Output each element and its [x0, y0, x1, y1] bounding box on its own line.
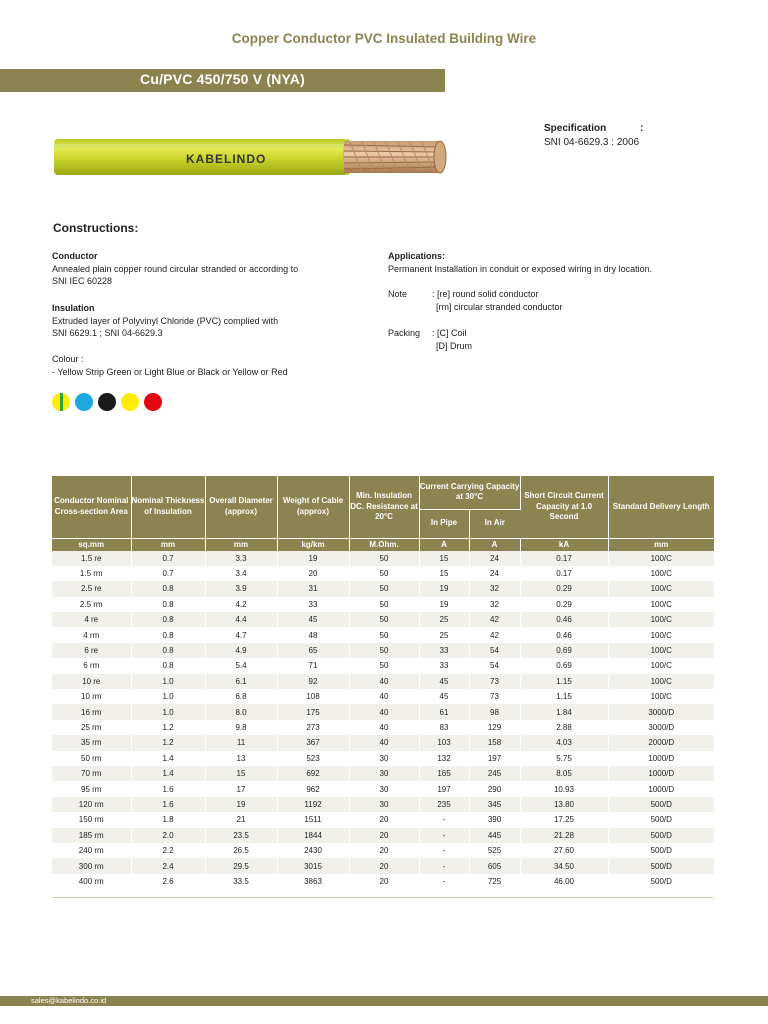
swatch-black: [98, 393, 116, 411]
table-cell: 1.4: [131, 751, 205, 766]
table-cell: 500/D: [608, 843, 714, 858]
table-cell: 54: [469, 658, 520, 673]
table-cell: 40: [349, 735, 419, 750]
table-row: [52, 551, 714, 566]
table-cell: 132: [419, 751, 469, 766]
colour-label: Colour :: [52, 354, 84, 364]
spec-table: [52, 476, 714, 889]
table-cell: 21.28: [520, 828, 608, 843]
table-cell: -: [419, 828, 469, 843]
table-cell: 21: [205, 812, 277, 827]
table-row: [52, 781, 714, 796]
table-cell: 4.4: [205, 612, 277, 627]
table-cell: 15: [205, 766, 277, 781]
table-cell: 45: [419, 674, 469, 689]
table-cell: 300 rm: [52, 858, 131, 873]
subtitle: Cu/PVC 450/750 V (NYA): [140, 71, 305, 87]
table-cell: 33.5: [205, 874, 277, 889]
table-row: [52, 627, 714, 642]
table-cell: 3000/D: [608, 704, 714, 719]
table-cell: 4 rm: [52, 627, 131, 642]
document-title: Copper Conductor PVC Insulated Building Wire: [231, 31, 537, 46]
table-cell: 245: [469, 766, 520, 781]
unit-cell: kg/km: [277, 538, 349, 551]
table-cell: 15: [419, 551, 469, 566]
table-cell: 23.5: [205, 828, 277, 843]
table-cell: 500/D: [608, 858, 714, 873]
table-cell: 1.2: [131, 735, 205, 750]
unit-cell: kA: [520, 538, 608, 551]
unit-cell: sq.mm: [52, 538, 131, 551]
table-cell: 0.46: [520, 627, 608, 642]
table-row: [52, 658, 714, 673]
table-row: [52, 812, 714, 827]
table-cell: 65: [277, 643, 349, 658]
table-cell: 98: [469, 704, 520, 719]
table-cell: 525: [469, 843, 520, 858]
header-in-pipe: In Pipe: [419, 509, 469, 538]
table-cell: 120 rm: [52, 797, 131, 812]
table-cell: 20: [277, 566, 349, 581]
table-cell: 20: [349, 828, 419, 843]
table-cell: 523: [277, 751, 349, 766]
table-cell: 4.2: [205, 597, 277, 612]
insulation-line1: Extruded layer of Polyvinyl Chloride (PVC) complied with: [52, 315, 279, 326]
table-cell: 50: [349, 612, 419, 627]
table-cell: 73: [469, 674, 520, 689]
table-cell: 108: [277, 689, 349, 704]
table-cell: 33: [277, 597, 349, 612]
table-cell: 50: [349, 627, 419, 642]
table-cell: 2.4: [131, 858, 205, 873]
table-cell: 83: [419, 720, 469, 735]
table-cell: 33: [419, 643, 469, 658]
table-row: [52, 828, 714, 843]
table-cell: 1.84: [520, 704, 608, 719]
table-cell: 25 rm: [52, 720, 131, 735]
table-cell: 27.60: [520, 843, 608, 858]
table-cell: 240 rm: [52, 843, 131, 858]
table-cell: 0.7: [131, 566, 205, 581]
table-cell: 1.0: [131, 674, 205, 689]
specification-value: SNI 04-6629.3 : 2006: [544, 137, 640, 148]
table-cell: 185 rm: [52, 828, 131, 843]
table-cell: 400 rm: [52, 874, 131, 889]
table-cell: 20: [349, 874, 419, 889]
table-cell: 13.80: [520, 797, 608, 812]
table-cell: 6 rm: [52, 658, 131, 673]
table-row: [52, 612, 714, 627]
table-cell: 3863: [277, 874, 349, 889]
table-cell: 0.29: [520, 597, 608, 612]
header-delivery: Standard Delivery Length: [608, 476, 714, 538]
table-cell: 197: [469, 751, 520, 766]
table-row: [52, 704, 714, 719]
table-cell: 19: [205, 797, 277, 812]
table-cell: 3015: [277, 858, 349, 873]
table-cell: 10 re: [52, 674, 131, 689]
subtitle-bar: [0, 69, 445, 92]
table-cell: 25: [419, 627, 469, 642]
header-thickness: Nominal Thickness of Insulation: [131, 476, 205, 538]
table-cell: -: [419, 858, 469, 873]
table-row: [52, 643, 714, 658]
table-row: [52, 797, 714, 812]
table-row: [52, 858, 714, 873]
conductor-line2: SNI IEC 60228: [52, 276, 113, 286]
table-row: [52, 874, 714, 889]
table-cell: 500/D: [608, 812, 714, 827]
conductor-line1: Annealed plain copper round circular stranded or according to: [52, 263, 299, 274]
table-cell: 197: [419, 781, 469, 796]
table-cell: 20: [349, 858, 419, 873]
header-current: Current Carrying Capacity at 30°C: [419, 476, 520, 509]
table-cell: 692: [277, 766, 349, 781]
table-cell: 8.0: [205, 704, 277, 719]
table-cell: 1.2: [131, 720, 205, 735]
table-cell: 11: [205, 735, 277, 750]
conductor-label: Conductor: [52, 251, 98, 261]
table-cell: 33: [419, 658, 469, 673]
table-cell: 2000/D: [608, 735, 714, 750]
header-in-air: In Air: [469, 509, 520, 538]
footer-email: sales@kabelindo.co.id: [31, 996, 107, 1005]
table-cell: 100/C: [608, 566, 714, 581]
table-cell: 445: [469, 828, 520, 843]
units-row: [52, 538, 714, 551]
table-cell: 0.8: [131, 658, 205, 673]
table-row: [52, 689, 714, 704]
header-area: Conductor Nominal Cross-section Area: [52, 476, 131, 538]
table-cell: 6 re: [52, 643, 131, 658]
table-cell: 0.17: [520, 551, 608, 566]
packing-line2: [D] Drum: [436, 340, 472, 351]
table-cell: 19: [419, 581, 469, 596]
colour-swatches: [52, 393, 167, 411]
table-cell: 165: [419, 766, 469, 781]
table-cell: 1511: [277, 812, 349, 827]
table-cell: 40: [349, 720, 419, 735]
swatch-yellow-green: [52, 393, 70, 411]
table-row: [52, 720, 714, 735]
table-bottom-line: [52, 897, 714, 898]
table-cell: 390: [469, 812, 520, 827]
table-cell: 50 rm: [52, 751, 131, 766]
table-cell: 0.29: [520, 581, 608, 596]
table-cell: -: [419, 874, 469, 889]
colour-block: [52, 353, 288, 378]
table-cell: 100/C: [608, 581, 714, 596]
table-cell: 1.15: [520, 674, 608, 689]
swatch-yellow: [121, 393, 139, 411]
table-cell: 962: [277, 781, 349, 796]
table-cell: -: [419, 843, 469, 858]
table-cell: 35 rm: [52, 735, 131, 750]
table-cell: 10.93: [520, 781, 608, 796]
table-cell: 54: [469, 643, 520, 658]
table-cell: 50: [349, 566, 419, 581]
table-cell: 1192: [277, 797, 349, 812]
table-cell: 45: [277, 612, 349, 627]
table-cell: 235: [419, 797, 469, 812]
table-row: [52, 735, 714, 750]
table-cell: 1844: [277, 828, 349, 843]
table-cell: 1000/D: [608, 781, 714, 796]
table-cell: 6.8: [205, 689, 277, 704]
table-cell: 175: [277, 704, 349, 719]
conductor-block: [52, 250, 298, 288]
table-cell: 3.9: [205, 581, 277, 596]
table-cell: 100/C: [608, 674, 714, 689]
table-cell: 1.5 rm: [52, 566, 131, 581]
note-block: [388, 288, 563, 313]
table-cell: 100/C: [608, 597, 714, 612]
table-cell: 0.69: [520, 643, 608, 658]
table-cell: 15: [419, 566, 469, 581]
swatch-red: [144, 393, 162, 411]
table-cell: 92: [277, 674, 349, 689]
table-cell: 1.4: [131, 766, 205, 781]
table-cell: 20: [349, 843, 419, 858]
table-cell: 50: [349, 658, 419, 673]
table-row: [52, 597, 714, 612]
table-cell: 2430: [277, 843, 349, 858]
table-cell: 30: [349, 751, 419, 766]
table-cell: 29.5: [205, 858, 277, 873]
table-cell: 50: [349, 551, 419, 566]
table-cell: 500/D: [608, 828, 714, 843]
table-cell: 129: [469, 720, 520, 735]
table-cell: 103: [419, 735, 469, 750]
insulation-line2: SNI 6629.1 ; SNI 04-6629.3: [52, 328, 163, 338]
table-cell: 19: [419, 597, 469, 612]
table-cell: 367: [277, 735, 349, 750]
table-cell: 32: [469, 597, 520, 612]
applications-label: Applications:: [388, 251, 446, 261]
note-label: Note: [388, 289, 408, 299]
table-cell: 290: [469, 781, 520, 796]
table-cell: 273: [277, 720, 349, 735]
table-cell: 0.7: [131, 551, 205, 566]
table-cell: 4.7: [205, 627, 277, 642]
table-cell: 2.6: [131, 874, 205, 889]
table-cell: 605: [469, 858, 520, 873]
table-cell: 30: [349, 766, 419, 781]
table-cell: 1.0: [131, 704, 205, 719]
unit-cell: mm: [608, 538, 714, 551]
table-cell: 8.05: [520, 766, 608, 781]
specification-colon: :: [640, 123, 644, 134]
table-cell: 725: [469, 874, 520, 889]
swatch-light-blue: [75, 393, 93, 411]
table-cell: 32: [469, 581, 520, 596]
table-cell: 34.50: [520, 858, 608, 873]
table-cell: 500/D: [608, 797, 714, 812]
table-row: [52, 581, 714, 596]
table-cell: 42: [469, 612, 520, 627]
table-cell: 150 rm: [52, 812, 131, 827]
specification: [544, 123, 644, 148]
table-cell: 100/C: [608, 643, 714, 658]
applications-block: [388, 250, 652, 275]
table-cell: 1.5 re: [52, 551, 131, 566]
table-cell: 24: [469, 566, 520, 581]
table-cell: 30: [349, 797, 419, 812]
table-cell: 0.8: [131, 627, 205, 642]
table-cell: 100/C: [608, 689, 714, 704]
table-cell: 4.03: [520, 735, 608, 750]
table-cell: 4 re: [52, 612, 131, 627]
table-cell: 2.5 re: [52, 581, 131, 596]
footer-bar: [0, 996, 768, 1006]
table-row: [52, 766, 714, 781]
header-weight: Weight of Cable (approx): [277, 476, 349, 538]
table-cell: 3.4: [205, 566, 277, 581]
table-row: [52, 566, 714, 581]
table-cell: 40: [349, 689, 419, 704]
header-diameter: Overall Diameter (approx): [205, 476, 277, 538]
applications-value: Permanent Installation in conduit or exposed wiring in dry location.: [388, 263, 653, 274]
table-cell: 9.8: [205, 720, 277, 735]
table-cell: 1000/D: [608, 751, 714, 766]
note-line2: [rm] circular stranded conductor: [436, 301, 563, 312]
table-cell: 5.75: [520, 751, 608, 766]
table-cell: 0.69: [520, 658, 608, 673]
table-cell: 500/D: [608, 874, 714, 889]
table-cell: 1.8: [131, 812, 205, 827]
table-cell: 100/C: [608, 627, 714, 642]
unit-cell: mm: [131, 538, 205, 551]
table-cell: 50: [349, 597, 419, 612]
table-cell: 46.00: [520, 874, 608, 889]
unit-cell: mm: [205, 538, 277, 551]
packing-line1: : [C] Coil: [432, 328, 467, 338]
table-cell: 0.8: [131, 612, 205, 627]
table-cell: 100/C: [608, 658, 714, 673]
table-cell: 4.9: [205, 643, 277, 658]
insulation-label: Insulation: [52, 303, 95, 313]
table-cell: 30: [349, 781, 419, 796]
header-resistance: Min. Insulation DC. Resistance at 20°C: [349, 476, 419, 538]
constructions-heading: Constructions:: [53, 221, 139, 235]
table-cell: 61: [419, 704, 469, 719]
colour-value: - Yellow Strip Green or Light Blue or Black or Yellow or Red: [52, 366, 288, 377]
table-cell: 40: [349, 674, 419, 689]
packing-block: [388, 327, 472, 352]
table-body: [52, 551, 714, 890]
table-cell: 0.17: [520, 566, 608, 581]
table-cell: 3.3: [205, 551, 277, 566]
table-cell: 26.5: [205, 843, 277, 858]
table-cell: 100/C: [608, 612, 714, 627]
table-cell: 13: [205, 751, 277, 766]
table-cell: 70 rm: [52, 766, 131, 781]
note-line1: : [re] round solid conductor: [432, 289, 539, 299]
table-cell: 24: [469, 551, 520, 566]
table-cell: 0.8: [131, 597, 205, 612]
table-cell: 42: [469, 627, 520, 642]
table-cell: 71: [277, 658, 349, 673]
table-cell: 2.0: [131, 828, 205, 843]
table-cell: 6.1: [205, 674, 277, 689]
header-short-circuit: Short Circuit Current Capacity at 1.0 Second: [520, 476, 608, 538]
table-cell: 1.15: [520, 689, 608, 704]
cable-image: [52, 133, 447, 179]
unit-cell: M.Ohm.: [349, 538, 419, 551]
table-cell: 48: [277, 627, 349, 642]
table-cell: 16 rm: [52, 704, 131, 719]
table-cell: 0.46: [520, 612, 608, 627]
table-cell: 158: [469, 735, 520, 750]
table-row: [52, 751, 714, 766]
table-cell: 95 rm: [52, 781, 131, 796]
specification-label: Specification: [544, 123, 607, 134]
table-cell: 2.88: [520, 720, 608, 735]
table-cell: 1.0: [131, 689, 205, 704]
unit-cell: A: [419, 538, 469, 551]
table-cell: 0.8: [131, 643, 205, 658]
table-cell: 0.8: [131, 581, 205, 596]
table-cell: 50: [349, 643, 419, 658]
table-cell: 3000/D: [608, 720, 714, 735]
insulation-block: [52, 302, 278, 340]
table-cell: 10 rm: [52, 689, 131, 704]
table-cell: 5.4: [205, 658, 277, 673]
table-cell: 2.2: [131, 843, 205, 858]
table-cell: 2.5 rm: [52, 597, 131, 612]
table-cell: 17.25: [520, 812, 608, 827]
table-cell: 31: [277, 581, 349, 596]
table-cell: 19: [277, 551, 349, 566]
table-cell: 1.6: [131, 797, 205, 812]
cable-brand: KABELINDO: [186, 152, 267, 166]
table-cell: -: [419, 812, 469, 827]
table-cell: 1.6: [131, 781, 205, 796]
table-cell: 40: [349, 704, 419, 719]
table-cell: 20: [349, 812, 419, 827]
table-cell: 25: [419, 612, 469, 627]
table-cell: 45: [419, 689, 469, 704]
packing-label: Packing: [388, 328, 421, 338]
table-cell: 73: [469, 689, 520, 704]
table-cell: 100/C: [608, 551, 714, 566]
unit-cell: A: [469, 538, 520, 551]
table-cell: 17: [205, 781, 277, 796]
table-cell: 50: [349, 581, 419, 596]
table-row: [52, 843, 714, 858]
table-row: [52, 674, 714, 689]
table-cell: 1000/D: [608, 766, 714, 781]
table-cell: 345: [469, 797, 520, 812]
